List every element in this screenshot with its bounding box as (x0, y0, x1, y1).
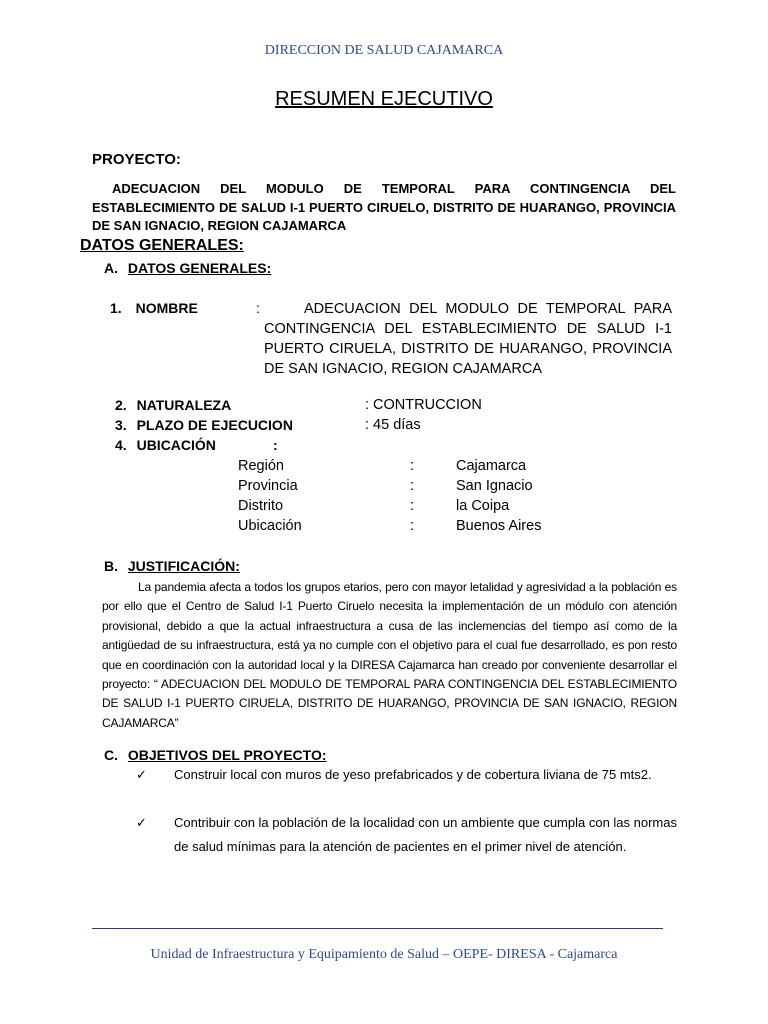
ubicacion-colon: : (410, 458, 415, 474)
item-4-colon: : (273, 437, 278, 453)
item-4-name: UBICACIÓN (136, 437, 216, 453)
item-2-value: : CONTRUCCION (365, 397, 482, 413)
section-c-heading (104, 747, 327, 763)
justificacion-text: La pandemia afecta a todos los grupos etarios, pero con mayor letalidad y agresividad a la población es por ello que el Centro de Salud I-1 Puerto Ciruelo necesita la implementación de un módulo con atención provisional, debido a que la actual infraestructura a cusa de las inclemencias del tiempo así como de la antigüedad de su infraestructura, está ya no cumple con el objetivo para el cual fue desarrollado, es pon resto que en coordinación con la autoridad local y la DIRESA Cajamarca han creado por conveniente desarrollar el proyecto: “ ADECUACION DEL MODULO DE TEMPORAL PARA CONTINGENCIA DEL ESTABLECIMIENTO DE SALUD I-1 PUERTO CIRUELA, DISTRITO DE HUARANGO, PROVINCIA DE SAN IGNACIO, REGION CAJAMARCA” (102, 580, 677, 730)
ubicacion-value: San Ignacio (456, 478, 533, 494)
item-3-label (115, 417, 293, 433)
proyecto-label: PROYECTO: (92, 151, 181, 168)
check-mark-icon: ✓ (136, 767, 147, 782)
section-b-heading (104, 558, 240, 574)
item-2-label (115, 397, 231, 413)
ubicacion-value: Cajamarca (456, 458, 527, 474)
section-b-letter: B. (104, 558, 118, 574)
objective-item: Construir local con muros de yeso prefabricados y de cobertura liviana de 75 mts2. (174, 767, 652, 782)
item-3-num: 3. (115, 417, 127, 433)
ubicacion-label: Distrito (238, 498, 284, 514)
datos-generales-heading: DATOS GENERALES: (80, 237, 244, 254)
section-c-title: OBJETIVOS DEL PROYECTO: (127, 747, 327, 763)
item-1-label (110, 300, 198, 316)
item-2-num: 2. (115, 397, 127, 413)
item-1-value: ADECUACION DEL MODULO DE TEMPORAL PARA CONTINGENCIA DEL ESTABLECIMIENTO DE SALUD I-1 PUERTO CIRUELA, DISTRITO DE HUARANGO, PROVINCIA DE SAN IGNACIO, REGION CAJAMARCA (264, 301, 672, 377)
item-4-num: 4. (115, 437, 127, 453)
ubicacion-label: Región (238, 458, 284, 474)
objective-item: Contribuir con la población de la localidad con un ambiente que cumpla con las normas de salud mínimas para la atención de pacientes en el primer nivel de atención. (174, 815, 677, 854)
ubicacion-colon: : (410, 478, 415, 494)
item-1-colon: : (256, 300, 260, 316)
ubicacion-value: Buenos Aires (456, 518, 542, 534)
section-a-title: DATOS GENERALES: (127, 260, 272, 276)
item-3-value: : 45 días (365, 417, 421, 433)
check-mark-icon: ✓ (136, 815, 147, 830)
section-a-heading (104, 260, 271, 276)
page-header: DIRECCION DE SALUD CAJAMARCA (264, 43, 504, 58)
item-1-num: 1. (110, 300, 122, 316)
document-title: RESUMEN EJECUTIVO (275, 88, 493, 110)
footer-rule (92, 928, 663, 929)
item-2-name: NATURALEZA (136, 397, 232, 413)
ubicacion-colon: : (410, 518, 415, 534)
page-footer: Unidad de Infraestructura y Equipamiento de Salud – OEPE- DIRESA - Cajamarca (150, 947, 618, 962)
item-4-label (115, 437, 216, 453)
section-b-title: JUSTIFICACIÓN: (127, 558, 240, 574)
ubicacion-label: Ubicación (238, 518, 302, 534)
ubicacion-label: Provincia (238, 478, 298, 494)
item-1-name: NOMBRE (135, 300, 198, 316)
ubicacion-colon: : (410, 498, 415, 514)
section-a-letter: A. (104, 260, 118, 276)
ubicacion-value: la Coipa (456, 498, 510, 514)
proyecto-text: ADECUACION DEL MODULO DE TEMPORAL PARA CONTINGENCIA DEL ESTABLECIMIENTO DE SALUD I-1 PUERTO CIRUELO, DISTRITO DE HUARANGO, PROVINCIA DE SAN IGNACIO, REGION CAJAMARCA (92, 181, 676, 233)
item-3-name: PLAZO DE EJECUCION (136, 417, 293, 433)
section-c-letter: C. (104, 747, 118, 763)
